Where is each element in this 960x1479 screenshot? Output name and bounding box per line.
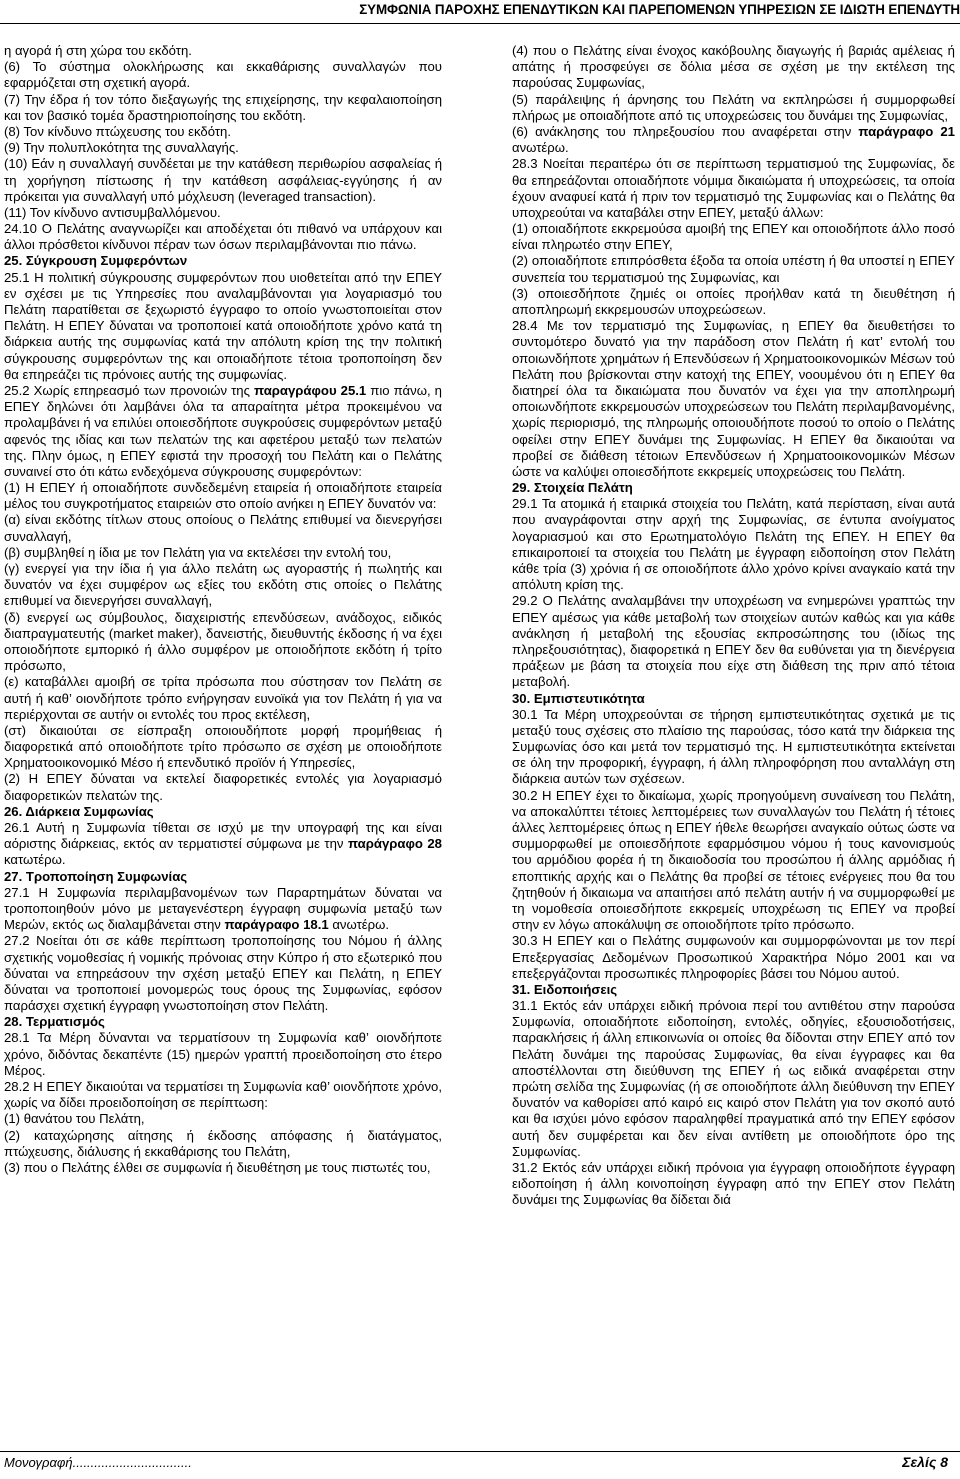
paragraph: (α) είναι εκδότης τίτλων στους οποίους ο Πελάτης επιθυμεί να διενεργήσει συναλλαγή,: [4, 512, 442, 544]
paragraph: 30.1 Τα Μέρη υποχρεούνται σε τήρηση εμπιστευτικότητας σχετικά με τις μεταξύ τους σχέσεις στο πλαίσιο της παρούσας, τόσο κατά την διάρκεια της Συμφωνίας όσο και μετά τον τερματισμό της. Η εμπιστευτικότητα εκτείνεται σε όλη την προφορική, έγγραφη, ή άλλη πληροφόρηση που ανταλλάγη στη διάρκεια αυτών των σχέσεων.: [512, 706, 955, 787]
paragraph: (β) συμβληθεί η ίδια με τον Πελάτη για να εκτελέσει την εντολή του,: [4, 544, 392, 560]
paragraph: 28.2 Η ΕΠΕΥ δικαιούται να τερματίσει τη Συμφωνία καθ’ οιονδήποτε χρόνο, χωρίς να δίδει προειδοποίηση σε περίπτωση:: [4, 1079, 442, 1111]
paragraph: 24.10 Ο Πελάτης αναγνωρίζει και αποδέχεται ότι πιθανό να υπάρχουν και άλλοι πρόσθετοι κίνδυνοι πέραν των όσων περιλαμβάνονται πιο πάνω.: [4, 221, 442, 253]
section-heading-28: 28. Τερματισμός: [4, 1014, 105, 1030]
paragraph: [4, 885, 442, 934]
paragraph: 28.1 Τα Μέρη δύνανται να τερματίσουν τη Συμφωνία καθ’ οιονδήποτε χρόνο, διδόντας δεκαπέντε (15) ημερών γραπτή προειδοποίηση στο έτερο Μέρος.: [4, 1030, 442, 1078]
paragraph: (10) Εάν η συναλλαγή συνδέεται με την κατάθεση περιθωρίου ασφαλείας ή τη χορήγηση πίστωσης ή την κατάθεση ασφάλειας-εγγύησης ή αν πρόκειται για συναλλαγή υπό μόχλευση (leveraged transaction).: [4, 156, 442, 204]
text: ανωτέρω.: [512, 140, 569, 156]
paragraph: 25.1 Η πολιτική σύγκρουσης συμφερόντων που υιοθετείται από την ΕΠΕΥ εν σχέσει με τις Υπηρεσίες που αναλαμβάνονται για λογαριασμό του Πελάτη παρατίθεται σε ξεχωριστό έγγραφο το οποίο γνωστοποιείται στον Πελάτη. Η ΕΠΕΥ δύναται να τροποποιεί κατά οποιοδήποτε χρόνο κατά τη διάρκεια αυτής της συμφωνίας κατά την απόλυτη κρίση της την πολιτική σύγκρουσης συμφερόντων της και οποιαδήποτε τέτοια τροποποίηση δεν θα επηρεάζει τις πρόνοιες αυτής της συμφωνίας.: [4, 269, 442, 382]
paragraph: 31.2 Εκτός εάν υπάρχει ειδική πρόνοια για έγγραφη οποιοδήποτε έγγραφη ειδοποίηση ή άλλη κοινοποίηση έγγραφη από την ΕΠΕΥ στον Πελάτη δυνάμει της Συμφωνίας θα δίδεται διά: [512, 1159, 955, 1208]
text: (6) ανάκλησης του πληρεξουσίου που αναφέρεται στην: [512, 123, 859, 139]
paragraph: 30.3 Η ΕΠΕΥ και ο Πελάτης συμφωνούν και συμμορφώνονται με τον περί Επεξεργασίας Δεδομένων Προσωπικού Χαρακτήρα Νόμο 2001 και να επεξεργάζονται προσωπικές πληροφορίες βάσει του Νόμου αυτού.: [512, 933, 955, 981]
paragraph: 29.2 Ο Πελάτης αναλαμβάνει την υποχρέωση να ενημερώνει γραπτώς την ΕΠΕΥ αμέσως για κάθε μεταβολή των στοιχείων αυτών καθώς και για κάθε ανάκληση ή μεταβολή της εξουσίας εκπροσώπησης του (ιδίως της πληρεξουσιότητας), διαφορετικά η ΕΠΕΥ δεν θα ευθύνεται για τη διενέργεια πράξεων με βάση τα στοιχεία που είχε στη διάθεση της πριν από τέτοια μεταβολή.: [512, 593, 955, 690]
paragraph: (2) καταχώρησης αίτησης ή έκδοσης απόφασης ή διατάγματος, πτώχευσης, διάλυσης ή εκκαθάρισης του Πελάτη,: [4, 1127, 442, 1159]
paragraph-reference: παράγραφο 21: [858, 123, 955, 139]
paragraph: [4, 820, 442, 869]
paragraph: 28.3 Νοείται περαιτέρω ότι σε περίπτωση τερματισμού της Συμφωνίας, δε θα επηρεάζονται οποιαδήποτε νόμιμα δικαιώματα ή υποχρεώσεις, τα οποία έχουν αναφυεί κατά ή πριν τον τερματισμό της Συμφωνίας και ο Πελάτης θα υποχρεούται να καταβάλει στην ΕΠΕΥ, μεταξύ άλλων:: [512, 156, 955, 220]
document-header: [0, 0, 960, 20]
paragraph: (στ) δικαιούται σε είσπραξη οποιουδήποτε μορφή προμήθειας ή διαφορετικά από οποιοδήποτε τρίτο πρόσωπο σε σχέση με οποιοδήποτε Χρηματοοικονομικό Μέσο ή επενδυτικό προϊόν ή Υπηρεσίες,: [4, 722, 442, 771]
paragraph: (1) θανάτου του Πελάτη,: [4, 1111, 145, 1127]
paragraph: (5) παράλειψης ή άρνησης του Πελάτη να εκπληρώσει ή συμμορφωθεί πλήρως με οποιαδήποτε από τις υποχρεώσεις του δυνάμει της Συμφωνίας,: [512, 91, 955, 123]
text: κατωτέρω.: [4, 852, 66, 868]
header-rule: [0, 23, 960, 24]
page-number: Σελίς 8: [902, 1454, 948, 1470]
paragraph: 31.1 Εκτός εάν υπάρχει ειδική πρόνοια περί του αντιθέτου στην παρούσα Συμφωνία, οποιαδήποτε ειδοποίηση, εντολές, οδηγίες, εξουσιοδοτήσεις, παρακλήσεις ή άλλη επικοινωνία οι οποίες θα δίδονται στην ΕΠΕΥ από τον Πελάτη δυνάμει της παρούσας Συμφωνίας, θα είναι έγγραφες και θα αποστέλλονται στη διεύθυνση της ΕΠΕΥ ή ως ειδικά αναφέρεται στην πρώτη σελίδα της Συμφωνίας (ή σε οποιοδήποτε άλλη διεύθυνση την ΕΠΕΥ δυνατόν να καθορίσει από καιρό εις καιρό στον Πελάτη για τον σκοπό αυτό και θα ισχύει μόνο εφόσον παραληφθεί πραγματικά από την ΕΠΕΥ εφόσον αυτή δεν συμφέρεται και δεν είναι αντίθετη με οποιοδήποτε όρο της Συμφωνίας.: [512, 998, 955, 1159]
section-heading-29: 29. Στοιχεία Πελάτη: [512, 480, 633, 496]
text: 26.1 Αυτή η Συμφωνία τίθεται σε ισχύ με την υπογραφή της και είναι αόριστης διάρκειας, εκτός αν τερματιστεί σύμφωνα με την: [4, 820, 442, 852]
paragraph: (2) οποιαδήποτε επιπρόσθετα έξοδα τα οποία υπέστη ή θα υποστεί η ΕΠΕΥ συνεπεία του τερματισμού της Συμφωνίας, και: [512, 253, 955, 285]
left-column: [4, 43, 442, 1176]
paragraph: (δ) ενεργεί ως σύμβουλος, διαχειριστής επενδύσεων, ανάδοχος, ειδικός διαπραγματευτής (market maker), δανειστής, διευθυντής έκδοσης ή να έχει οποιοδήποτε εμπορικό ή άλλο συμφέρον με οποιοδήποτε εκδότη ή τρίτο πρόσωπο,: [4, 609, 442, 674]
paragraph: (6) Το σύστημα ολοκλήρωσης και εκκαθάρισης συναλλαγών που εφαρμόζεται στη σχετική αγορά.: [4, 59, 442, 91]
paragraph: (4) που ο Πελάτης είναι ένοχος κακόβουλης διαγωγής ή βαριάς αμέλειας ή απάτης ή προσφεύγει σε δόλια μέσα σε σχέση με την εκτέλεση της παρούσας Συμφωνίας,: [512, 43, 955, 91]
paragraph: 27.2 Νοείται ότι σε κάθε περίπτωση τροποποίησης του Νόμου ή άλλης σχετικής νομοθεσίας ή νομικής πρόνοιας στην Κύπρο ή στο εξωτερικό που δύναται να επηρεάσουν την σχέση μεταξύ ΕΠΕΥ και Πελάτη, η ΕΠΕΥ δύναται να τροποποιεί μονομερώς τους όρους της Συμφωνίας, εφόσον παράσχει σχετική έγγραφη γνωστοποίηση στον Πελάτη.: [4, 933, 442, 1014]
paragraph: (γ) ενεργεί για την ίδια ή για άλλο πελάτη ως αγοραστής ή πωλητής και δυνατόν να έχει συμφέρον ως εξίες του εκδότη στις οποίες ο Πελάτης επιθυμεί να διενεργήσει συναλλαγή,: [4, 561, 442, 609]
paragraph-reference: παραγράφου 25.1: [254, 382, 367, 398]
paragraph: (1) οποιαδήποτε εκκρεμούσα αμοιβή της ΕΠΕΥ και οποιοδήποτε άλλο ποσό είναι πληρωτέο στην ΕΠΕΥ,: [512, 221, 955, 253]
text: 25.2 Χωρίς επηρεασμό των προνοιών της: [4, 382, 255, 398]
paragraph: (1) Η ΕΠΕΥ ή οποιαδήποτε συνδεδεμένη εταιρεία ή οποιαδήποτε εταιρεία μέλος του συγκροτήματος εταιρειών στο οποίο ανήκει η ΕΠΕΥ δυνατόν να:: [4, 480, 442, 512]
initials-line: Μονογραφή.................................: [4, 1455, 192, 1470]
text: ανωτέρω.: [328, 917, 390, 933]
paragraph: η αγορά ή στη χώρα του εκδότη.: [4, 43, 192, 58]
paragraph: 30.2 Η ΕΠΕΥ έχει το δικαίωμα, χωρίς προηγούμενη συναίνεση του Πελάτη, να αποκαλύπτει τέτοιες λεπτομέρειες των συναλλαγών του Πελάτη ή τέτοιες άλλες λεπτομέρειες όπως η ΕΠΕΥ ήθελε θεωρήσει αναγκαίο ούτως ώστε να συμμορφωθεί με οποιεσδήποτε εφαρμόσιμου νόμου ή τους κανονισμούς του αρμόδιου φορέα ή τη δικαιοδοσία του προσώπου ή άλλης αρμόδιας ή εποπτικής αρχής και ο Πελάτης θα προβεί σε τέτοιες ενέργειες που θα του ζητηθούν ή δικαιωμα να απαιτήσει από πελάτη αυτήν ή να συμμορφωθεί με τη νομοθεσία οποιεσδήποτε εκκρεμείς υποχρέωση τις ΕΠΕΥ να προβεί στην εν λόγω αποκάλυψη σε οποιοδήποτε τρίτο πρόσωπο.: [512, 787, 955, 933]
right-column: [512, 43, 955, 1209]
text: πιο πάνω, η ΕΠΕΥ δηλώνει ότι λαμβάνει όλα τα απαραίτητα μέτρα προκειμένου να προλαμβάνει ή να επιλύει οποιεσδήποτε συγκρούσεις συμφερόντων μεταξύ αφενός της ιδίας και των πελατών της και αφετέρου μεταξύ των πελατών της. Πλην όμως, η ΕΠΕΥ εφιστά την προσοχή του Πελάτη και ο Πελάτης συναινεί στο ότι κάτω ενδεχόμενα σύγκρουσης συμφερόντων:: [4, 382, 442, 479]
document-footer: [0, 1453, 960, 1475]
paragraph: 29.1 Τα ατομικά ή εταιρικά στοιχεία του Πελάτη, κατά περίσταση, είναι αυτά που αναγράφονται στην αρχή της Συμφωνίας, σε έντυπα ανοίγματος λογαριασμού και στο Ερωτηματολόγιο Πελάτη της ΕΠΕΥ. Η ΕΠΕΥ θα επικαιροποιεί τα στοιχεία του Πελάτη με έγγραφη ειδοποίηση στον Πελάτη κάθε τρία (3) χρόνια ή σε οποιοδήποτε άλλο χρόνο κρίνει αναγκαίο κατά την απόλυτη κρίση της.: [512, 496, 955, 593]
paragraph: (7) Την έδρα ή τον τόπο διεξαγωγής της επιχείρησης, την κεφαλαιοποίηση και τον βασικό τομέα δραστηριοποίησης του εκδότη.: [4, 91, 442, 123]
paragraph: (9) Την πολυπλοκότητα της συναλλαγής.: [4, 140, 239, 156]
paragraph: (2) Η ΕΠΕΥ δύναται να εκτελεί διαφορετικές εντολές για λογαριασμό διαφορετικών πελατών της.: [4, 771, 442, 803]
paragraph: [512, 124, 955, 156]
paragraph-reference: παράγραφο 28: [347, 836, 442, 852]
footer-rule: [0, 1451, 960, 1452]
section-heading-31: 31. Ειδοποιήσεις: [512, 981, 618, 997]
paragraph: (11) Τον κίνδυνο αντισυμβαλλόμενου.: [4, 204, 221, 220]
paragraph: (ε) καταβάλλει αμοιβή σε τρίτα πρόσωπα που σύστησαν τον Πελάτη σε αυτή ή καθ’ οιονδήποτε τρόπο ενήργησαν ευνοϊκά για τον Πελάτη ή για να περιέρχονται σε αυτήν οι εντολές του προς εκτέλεση,: [4, 674, 442, 722]
section-heading-25: 25. Σύγκρουση Συμφερόντων: [4, 253, 188, 269]
text: 27.1 Η Συμφωνία περιλαμβανομένων των Παραρτημάτων δύναται να τροποποιηθούν μόνο με μεταγενέστερη έγγραφη συμφωνία μεταξύ των Μερών, εκτός ως διαλαμβάνεται στην: [4, 884, 442, 933]
paragraph: 28.4 Με τον τερματισμό της Συμφωνίας, η ΕΠΕΥ θα διευθετήσει το συντομότερο δυνατό για την παράδοση στον Πελάτη ή κατ’ εντολή του οποιωνδήποτε χρημάτων ή Επενδύσεων ή Χρηματοοικονομικών Μέσων τού Πελάτη που βρίσκονται στην κατοχή της ΕΠΕΥ, νοουμένου ότι η ΕΠΕΥ θα διατηρεί όλα τα δικαιώματα που δυνατόν να έχει για την αποπληρωμή οποιωνδήποτε εκκρεμουσών υποχρεώσεων του Πελάτη περιλαμβανομένης, χωρίς περιορισμό, της πληρωμής οποιουδήποτε ποσού το οποίο ο Πελάτης οφείλει στην ΕΠΕΥ δυνάμει της Συμφωνίας. Η ΕΠΕΥ θα δικαιούται να προβεί σε διάθεση τέτοιων Επενδύσεων ή Χρηματοοικονομικών Μέσων ώστε να καλύψει οποιεσδήποτε εκκρεμείς υποχρεώσεις του Πελάτη.: [512, 318, 955, 479]
section-heading-27: 27. Τροποποίηση Συμφωνίας: [4, 868, 188, 884]
paragraph-reference: παράγραφο 18.1: [224, 917, 329, 933]
paragraph: (8) Τον κίνδυνο πτώχευσης του εκδότη.: [4, 123, 232, 139]
paragraph: [4, 383, 442, 480]
paragraph: (3) οποιεσδήποτε ζημιές οι οποίες προήλθαν κατά τη διευθέτηση ή απoπληρωμή εκκρεμουσών υποχρεώσεων.: [512, 285, 955, 317]
section-heading-30: 30. Εμπιστευτικότητα: [512, 690, 645, 706]
section-heading-26: 26. Διάρκεια Συμφωνίας: [4, 803, 154, 819]
header-title: ΣΥΜΦΩΝΙΑ ΠΑΡΟΧΗΣ ΕΠΕΝΔΥΤΙΚΩΝ ΚΑΙ ΠΑΡΕΠΟΜΕΝΩΝ ΥΠΗΡΕΣΙΩΝ ΣΕ ΙΔΙΩΤΗ ΕΠΕΝΔΥΤΗ: [359, 2, 960, 17]
paragraph: (3) που ο Πελάτης έλθει σε συμφωνία ή διευθέτηση με τους πιστωτές του,: [4, 1159, 431, 1175]
